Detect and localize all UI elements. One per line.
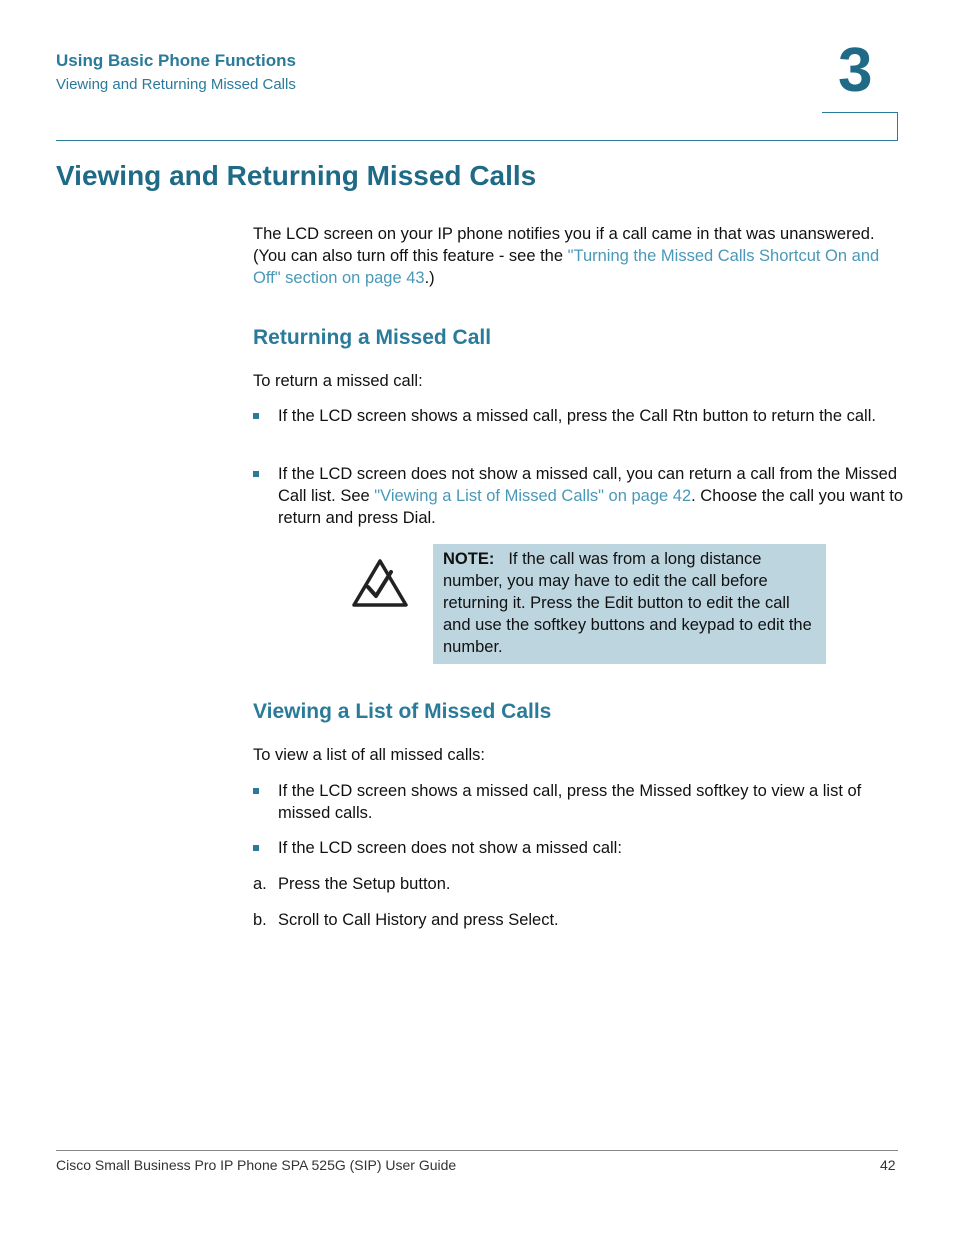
button-name-setup: Setup	[352, 875, 396, 893]
viewing-lead: To view a list of all missed calls:	[253, 746, 485, 764]
step-text-mid: and press	[426, 911, 509, 929]
section-title: Viewing and Returning Missed Calls	[56, 76, 296, 93]
intro-paragraph	[253, 223, 903, 289]
list-item-text-end: .	[431, 509, 436, 527]
list-item-text: If the LCD screen does not show a missed call:	[278, 839, 622, 857]
step-b	[253, 909, 903, 931]
heading-returning-missed-call: Returning a Missed Call	[253, 326, 492, 349]
note-text: If the call was from a long distance number, you may have to edit the call before returning it. Press the	[443, 550, 768, 612]
softkey-name-missed: Missed	[639, 782, 692, 800]
step-text: Scroll to	[278, 911, 343, 929]
note-text-end: button to edit the call and use the softkey buttons and keypad to edit the number.	[443, 594, 812, 656]
intro-text-end: .)	[424, 269, 435, 287]
footer-guide-title: Cisco Small Business Pro IP Phone SPA 525G (SIP) User Guide	[56, 1157, 457, 1173]
bullet-icon	[253, 471, 259, 477]
heading-viewing-list: Viewing a List of Missed Calls	[253, 700, 552, 723]
step-text-end: .	[554, 911, 559, 929]
list-item	[253, 837, 903, 859]
button-name-select: Select	[508, 911, 555, 929]
chapter-tab-box	[822, 112, 898, 140]
step-label: a.	[253, 875, 267, 893]
menu-name-call-history: Call History	[342, 911, 427, 929]
footer-divider	[56, 1150, 898, 1151]
header-divider	[56, 140, 898, 141]
list-item-text-mid: . Choose the call you want to return and press	[278, 487, 904, 527]
step-text: Press the	[278, 875, 353, 893]
chapter-number: 3	[838, 36, 873, 105]
step-text-end: button.	[395, 875, 451, 893]
page-number: 42	[880, 1157, 896, 1173]
list-item	[253, 780, 903, 824]
returning-lead: To return a missed call:	[253, 372, 423, 390]
step-label: b.	[253, 911, 267, 929]
checkmark-triangle-icon	[351, 558, 409, 608]
note-box	[433, 544, 826, 664]
link-turning-missed-calls[interactable]: "Turning the Missed Calls Shortcut On and Off" section on page 43	[253, 247, 880, 287]
button-name-call-rtn: Call Rtn	[639, 407, 699, 425]
bullet-icon	[253, 788, 259, 794]
list-item	[253, 463, 903, 529]
page-title: Viewing and Returning Missed Calls	[56, 160, 537, 191]
list-item	[253, 405, 903, 427]
bullet-icon	[253, 413, 259, 419]
link-viewing-list-missed-calls[interactable]: "Viewing a List of Missed Calls" on page 42	[374, 487, 692, 505]
list-item-text: If the LCD screen shows a missed call, press the	[278, 782, 640, 800]
list-item-text-end: softkey to view a list of missed calls.	[278, 782, 862, 822]
chapter-title: Using Basic Phone Functions	[56, 51, 296, 70]
note-label: NOTE:	[443, 550, 495, 568]
button-name-edit: Edit	[604, 594, 633, 612]
intro-text: The LCD screen on your IP phone notifies you if a call came in that was unanswered. (You can also turn off this feature - see the	[253, 225, 875, 265]
list-item-text: If the LCD screen does not show a missed call, you can return a call from the Missed Call list. See	[278, 465, 898, 505]
step-a	[253, 873, 903, 895]
list-item-text: If the LCD screen shows a missed call, press the	[278, 407, 640, 425]
button-name-dial: Dial	[402, 509, 432, 527]
list-item-text-end: button to return the call.	[698, 407, 876, 425]
bullet-icon	[253, 845, 259, 851]
